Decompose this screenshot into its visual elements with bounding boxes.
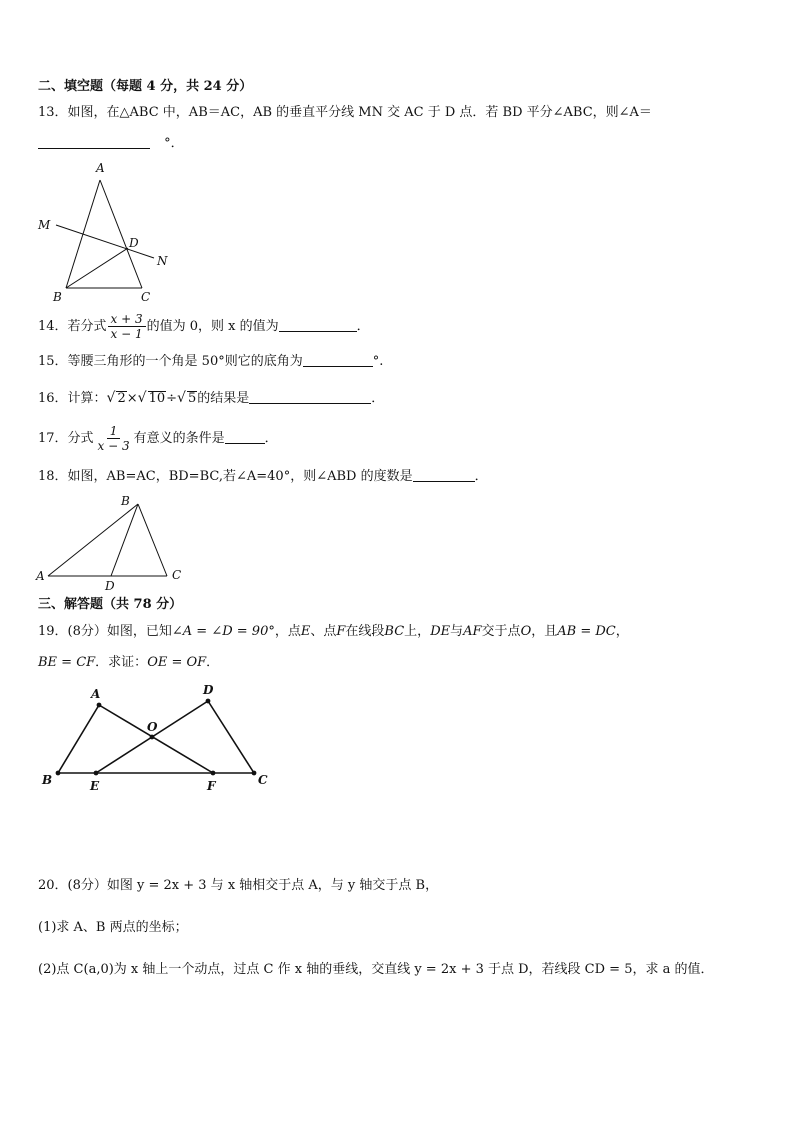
q19-segment-de: DE [430,624,451,639]
question-13-stem: 13．如图，在△ABC 中，AB＝AC，AB 的垂直平分线 MN 交 AC 于 D 点．若 BD 平分∠ABC，则∠A＝ [38,105,652,120]
q19-text: 与 [450,624,464,639]
q19-text: ． [206,655,220,670]
point-c [252,771,257,776]
segment-af [99,705,213,773]
fraction-17-denominator: x − 3 [97,439,130,453]
question-15 [38,352,383,372]
question-15-stem: 15．等腰三角形的一个角是 50°则它的底角为 [38,354,303,369]
radical-sign-3: √ [177,390,186,406]
segment-ab [58,705,99,773]
question-20-line-1: 20．(8分）如图 y = 2x + 3 与 x 轴相交于点 A，与 y 轴交于点 B， [38,878,439,893]
q19-text: 上， [404,624,431,639]
question-17-post: 有意义的条件是 [133,431,225,446]
question-15-tail: °. [372,354,384,369]
answer-blank-15[interactable] [303,352,373,367]
section-heading-fill-in: 二、填空题（每题 4 分，共 24 分） [38,79,253,94]
segment-ac [100,180,142,288]
answer-blank-17[interactable] [225,429,265,444]
question-17-pre: 17．分式 [38,431,94,446]
label-a: A [91,687,101,701]
radicand-2: 10 [148,391,166,406]
question-13-answer-line [38,134,184,154]
fraction-14-denominator: x − 1 [110,327,143,341]
question-17-tail: ． [264,431,278,446]
q19-point-o: O [520,624,532,639]
question-16 [38,388,384,409]
label-o: O [147,720,158,734]
times-sign: × [126,391,138,406]
question-19-line-1 [38,622,629,642]
q19-point-f: F [336,624,346,639]
answer-blank-16[interactable] [249,389,371,404]
segment-bd [66,248,128,288]
label-n: N [157,254,168,268]
segment-bc [138,504,167,576]
label-m: M [38,218,51,232]
question-16-tail: ． [371,391,385,406]
question-14 [38,312,370,342]
q19-text: ， [615,624,629,639]
label-c: C [258,773,268,787]
q19-text: ，点 [274,624,301,639]
label-e: E [90,779,100,793]
figure-q19-triangles [30,680,280,795]
figure-q13-triangle [30,158,180,306]
label-c: C [172,568,182,582]
section-heading-solutions: 三、解答题（共 78 分） [38,597,183,612]
question-18 [38,467,488,487]
question-20-part-2: (2)点 C(a,0)为 x 轴上一个动点，过点 C 作 x 轴的垂线，交直线 y = 2x + 3 于点 D，若线段 CD = 5，求 a 的值． [38,962,714,977]
q19-segment-af: AF [463,624,482,639]
q19-text: 在线段 [345,624,385,639]
q19-condition-be-cf: BE = CF [38,655,96,670]
q19-text: ，且 [531,624,558,639]
question-16-post: 的结果是 [197,391,250,406]
point-e [94,771,99,776]
label-f: F [207,779,216,793]
label-d: D [129,236,139,250]
point-o [150,735,155,740]
question-14-pre: 14．若分式 [38,319,107,334]
segment-mn [56,225,154,258]
radicand-3: 5 [187,391,197,406]
q19-prove-oe-of: OE = OF [147,655,207,670]
answer-blank-14[interactable] [279,317,357,332]
fraction-17 [95,424,133,453]
q19-condition-angles: ∠A = ∠D = 90° [171,624,275,639]
segment-dc [208,701,254,773]
point-f [211,771,216,776]
question-20-part-1: (1)求 A、B 两点的坐标； [38,920,188,935]
radical-sign-2: √ [137,390,147,406]
label-d: D [203,683,214,697]
radical-sign-1: √ [106,390,116,406]
answer-blank-13[interactable] [38,134,150,149]
fraction-14-numerator: x + 3 [108,312,146,327]
label-b: B [53,290,62,304]
question-18-stem: 18．如图，AB=AC，BD=BC,若∠A=40°，则∠ABD 的度数是 [38,469,413,484]
divide-sign: ÷ [166,391,178,406]
figure-q18-triangle [30,490,200,594]
question-14-tail: ． [356,319,370,334]
label-d: D [105,579,115,593]
question-13-text [38,103,652,123]
question-18-tail: ． [474,469,488,484]
label-b: B [42,773,53,787]
question-16-pre: 16．计算： [38,391,107,406]
label-c: C [141,290,151,304]
question-17 [38,424,278,454]
radicand-1: 2 [117,391,126,406]
point-a [97,703,102,708]
point-b [56,771,61,776]
q19-condition-ab-dc: AB = DC [557,624,616,639]
point-d [206,699,211,704]
label-a: A [96,161,105,175]
q19-text: 交于点 [481,624,521,639]
label-b: B [121,494,130,508]
q19-segment-bc: BC [384,624,405,639]
answer-blank-18[interactable] [413,467,475,482]
question-13-tail: °． [164,136,184,151]
label-a: A [36,569,45,583]
question-14-post: 的值为 0，则 x 的值为 [146,319,279,334]
fraction-17-numerator: 1 [107,424,121,439]
question-19-line-2 [38,653,219,673]
q19-point-e: E [300,624,311,639]
q19-text: 、点 [310,624,337,639]
fraction-14 [108,312,146,341]
q19-text: 19．(8分）如图，已知 [38,624,172,639]
q19-text: ．求证： [95,655,148,670]
